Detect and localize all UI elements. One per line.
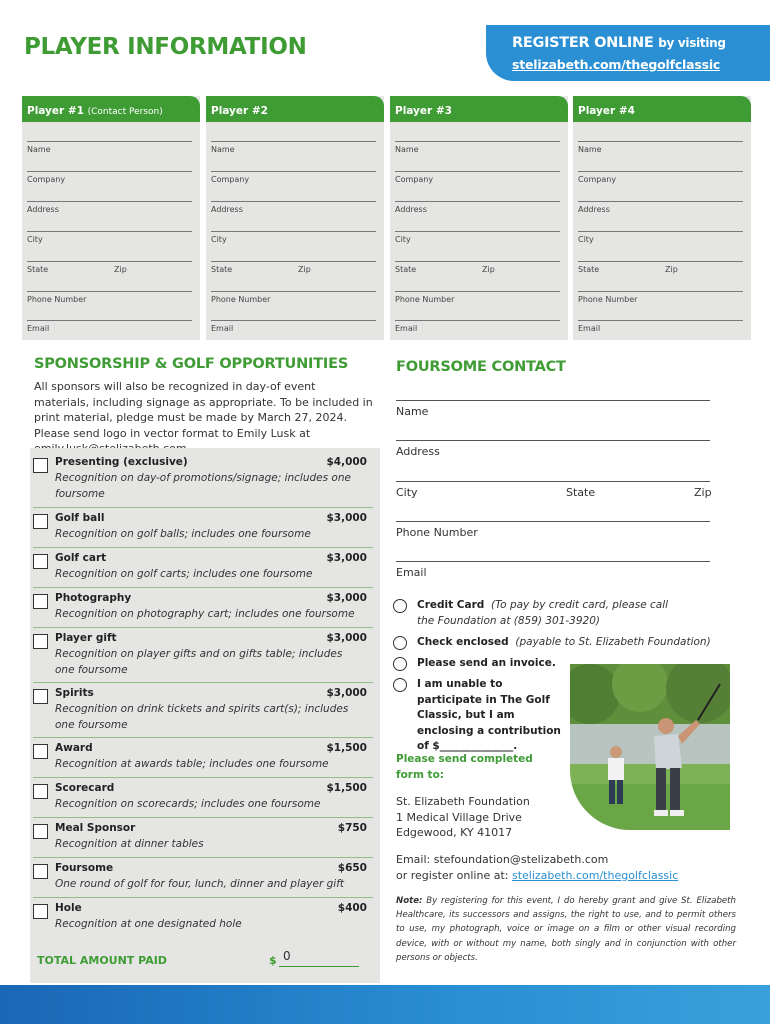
sponsorship-checkbox[interactable]	[33, 784, 48, 799]
sponsorship-price: $3,000	[326, 632, 367, 644]
foursome-contact-title: FOURSOME CONTACT	[396, 359, 566, 375]
player-2-phone-field[interactable]	[211, 291, 376, 304]
field-label: Address	[211, 205, 243, 214]
player-3-phone-field[interactable]	[395, 291, 560, 304]
sponsorship-item	[33, 547, 373, 580]
credit-card-option	[417, 598, 677, 629]
photo-release-note	[396, 894, 736, 965]
foundation-email: Email: stefoundation@stelizabeth.com	[396, 853, 609, 866]
sponsorship-item	[33, 817, 373, 850]
foursome-name-field[interactable]	[396, 400, 710, 401]
note-text: By registering for this event, I do hereby grant and give St. Elizabeth Healthcare, its successors and assigns, the right to use, and to permit others to use, my photograph, voice or image on a film or other visual recording device, with or without my name, both singly and in conjunction with other persons or objects.	[396, 896, 736, 963]
credit-card-note: (To pay by credit card, please call the Foundation at (859) 301-3920)	[417, 599, 669, 627]
player-1-company-field[interactable]	[27, 171, 192, 184]
invoice-label: Please send an invoice.	[417, 657, 556, 669]
field-label-zip: Zip	[665, 265, 678, 274]
player-4-email-field[interactable]	[578, 320, 743, 333]
foursome-zip-label: Zip	[694, 486, 712, 499]
mailing-address	[396, 794, 530, 841]
player-title: Player #3	[395, 105, 452, 117]
field-label: City	[27, 235, 43, 244]
sponsorship-price: $1,500	[326, 782, 367, 794]
sponsorship-item	[33, 627, 373, 676]
sponsorship-name: Award	[55, 742, 93, 754]
sponsorship-description: Recognition at one designated hole	[55, 918, 242, 930]
sponsorship-checkbox[interactable]	[33, 554, 48, 569]
player-2-header	[206, 96, 384, 122]
sponsorship-description: Recognition on golf balls; includes one foursome	[55, 528, 311, 540]
sponsorship-price: $650	[337, 862, 367, 874]
player-4-address-field[interactable]	[578, 201, 743, 214]
field-label: State	[27, 265, 49, 274]
sponsorship-name: Spirits	[55, 687, 94, 699]
sponsorship-name: Presenting (exclusive)	[55, 456, 188, 468]
player-3-header	[390, 96, 568, 122]
player-2-name-field[interactable]	[211, 141, 376, 154]
sponsorship-item	[33, 777, 373, 810]
player-1-state-field[interactable]	[27, 261, 192, 274]
invoice-radio[interactable]	[393, 657, 407, 671]
player-title: Player #2	[211, 105, 268, 117]
field-label: Company	[395, 175, 434, 184]
send-form-prompt: Please send completed form to:	[396, 753, 533, 781]
player-1-column	[22, 96, 200, 340]
player-2-email-field[interactable]	[211, 320, 376, 333]
online-prefix: or register online at:	[396, 868, 509, 882]
field-label: Address	[395, 205, 427, 214]
field-label: Email	[395, 324, 418, 333]
player-2-state-field[interactable]	[211, 261, 376, 274]
sponsorship-checkbox[interactable]	[33, 904, 48, 919]
foursome-city-field[interactable]	[396, 481, 710, 482]
sponsorship-price: $400	[337, 902, 367, 914]
sponsorship-price: $3,000	[326, 592, 367, 604]
sponsorship-description: Recognition on day-of promotions/signage; includes one foursome	[55, 472, 351, 500]
field-label-zip: Zip	[482, 265, 495, 274]
sponsorship-name: Golf ball	[55, 512, 105, 524]
check-enclosed-note: (payable to St. Elizabeth Foundation)	[515, 636, 711, 648]
foursome-phone-field[interactable]	[396, 521, 710, 522]
sponsorship-intro: All sponsors will also be recognized in day-of event materials, including signage as appropriate. To be included in print material, pledge must be made by March 27, 2024. Please send logo in vector format to Emily Lusk at	[34, 380, 373, 440]
sponsorship-description: Recognition on photography cart; includes one foursome	[55, 608, 355, 620]
field-label: Company	[578, 175, 617, 184]
sponsorship-price: $4,000	[326, 456, 367, 468]
player-1-name-field[interactable]	[27, 141, 192, 154]
register-by-visiting: by visiting	[658, 36, 726, 50]
player-4-phone-field[interactable]	[578, 291, 743, 304]
check-enclosed-radio[interactable]	[393, 636, 407, 650]
credit-card-label: Credit Card	[417, 599, 485, 611]
field-label: Phone Number	[395, 295, 455, 304]
sponsorship-checkbox[interactable]	[33, 514, 48, 529]
player-4-name-field[interactable]	[578, 141, 743, 154]
player-4-column	[573, 96, 751, 340]
player-2-company-field[interactable]	[211, 171, 376, 184]
credit-card-radio[interactable]	[393, 599, 407, 613]
player-3-email-field[interactable]	[395, 320, 560, 333]
sponsorship-checkbox[interactable]	[33, 689, 48, 704]
sponsorship-description: Recognition on golf carts; includes one foursome	[55, 568, 313, 580]
golfer-photo	[570, 664, 730, 830]
field-label: Name	[211, 145, 235, 154]
field-label: Phone Number	[27, 295, 87, 304]
mailing-city: Edgewood, KY 41017	[396, 826, 513, 839]
field-label: Name	[395, 145, 419, 154]
footer-bar	[0, 985, 770, 1024]
field-label: Name	[578, 145, 602, 154]
player-2-city-field[interactable]	[211, 231, 376, 244]
foursome-phone-label: Phone Number	[396, 526, 478, 539]
sponsorship-price: $1,500	[326, 742, 367, 754]
foursome-email-label: Email	[396, 566, 427, 579]
player-1-phone-field[interactable]	[27, 291, 192, 304]
sponsorship-checkbox[interactable]	[33, 594, 48, 609]
mailing-org: St. Elizabeth Foundation	[396, 795, 530, 808]
online-register-link[interactable]: stelizabeth.com/thegolfclassic	[511, 868, 679, 882]
golfer-photo-image	[570, 664, 730, 830]
foursome-state-label: State	[566, 486, 596, 499]
sponsorship-description: Recognition on drink tickets and spirits cart(s); includes one foursome	[55, 703, 349, 731]
sponsorship-price: $3,000	[326, 512, 367, 524]
contact-email-block	[396, 852, 678, 883]
total-amount-label: TOTAL AMOUNT PAID	[37, 954, 167, 967]
sponsorship-item	[33, 897, 373, 930]
sponsorship-name: Player gift	[55, 632, 117, 644]
field-label: Email	[578, 324, 601, 333]
sponsorship-item	[33, 857, 373, 890]
field-label: State	[211, 265, 233, 274]
sponsorship-checkbox[interactable]	[33, 864, 48, 879]
check-enclosed-option	[417, 635, 737, 651]
player-2-column	[206, 96, 384, 340]
sponsorship-name: Scorecard	[55, 782, 115, 794]
sponsorship-item	[33, 737, 373, 770]
field-label: Address	[27, 205, 59, 214]
sponsorship-name: Golf cart	[55, 552, 107, 564]
sponsorship-checkbox[interactable]	[33, 458, 48, 473]
invoice-option	[417, 656, 556, 672]
sponsorship-description: Recognition on scorecards; includes one foursome	[55, 798, 321, 810]
foursome-address-field[interactable]	[396, 440, 710, 441]
register-link[interactable]: stelizabeth.com/thegolfclassic	[512, 57, 721, 72]
player-title: Player #4	[578, 105, 635, 117]
sponsorship-checkbox[interactable]	[33, 744, 48, 759]
player-1-email-field[interactable]	[27, 320, 192, 333]
total-amount-value: 0	[283, 949, 291, 963]
sponsorship-item	[33, 507, 373, 540]
field-label: Phone Number	[211, 295, 271, 304]
player-1-city-field[interactable]	[27, 231, 192, 244]
player-1-address-field[interactable]	[27, 201, 192, 214]
field-label: Company	[27, 175, 66, 184]
player-subtitle: (Contact Person)	[87, 107, 163, 117]
sponsorship-item	[33, 587, 373, 620]
check-enclosed-label: Check enclosed	[417, 636, 509, 648]
field-label: Email	[211, 324, 234, 333]
field-label: Name	[27, 145, 51, 154]
sponsorship-name: Meal Sponsor	[55, 822, 136, 834]
field-label: City	[211, 235, 227, 244]
sponsorship-description: One round of golf for four, lunch, dinner and player gift	[55, 878, 345, 890]
player-3-city-field[interactable]	[395, 231, 560, 244]
foursome-name-label: Name	[396, 405, 429, 418]
foursome-email-field[interactable]	[396, 561, 710, 562]
sponsorship-description: Recognition at dinner tables	[55, 838, 204, 850]
register-online-banner	[486, 25, 770, 81]
field-label: Phone Number	[578, 295, 638, 304]
note-label: Note:	[396, 896, 423, 906]
field-label-zip: Zip	[114, 265, 127, 274]
sponsorship-name: Photography	[55, 592, 132, 604]
sponsorship-item	[33, 682, 373, 731]
sponsorship-price: $3,000	[326, 552, 367, 564]
page-title: PLAYER INFORMATION	[24, 34, 307, 60]
unable-to-participate-label: I am unable to participate in The Golf Classic, but I am enclosing a contribution of $______________.	[417, 678, 561, 752]
field-label: City	[395, 235, 411, 244]
mailing-street: 1 Medical Village Drive	[396, 810, 522, 824]
sponsorship-name: Foursome	[55, 862, 114, 874]
sponsorship-checkbox[interactable]	[33, 824, 48, 839]
player-4-city-field[interactable]	[578, 231, 743, 244]
register-online-heading: REGISTER ONLINE	[512, 35, 654, 51]
total-amount-field[interactable]	[279, 966, 359, 967]
foursome-city-label: City	[396, 486, 418, 499]
field-label: Company	[211, 175, 250, 184]
sponsorship-checkbox[interactable]	[33, 634, 48, 649]
player-3-column	[390, 96, 568, 340]
sponsorship-title: SPONSORSHIP & GOLF OPPORTUNITIES	[34, 356, 349, 372]
player-3-state-field[interactable]	[395, 261, 560, 274]
player-title: Player #1	[27, 105, 84, 117]
field-label: City	[578, 235, 594, 244]
player-4-company-field[interactable]	[578, 171, 743, 184]
sponsorship-price: $3,000	[326, 687, 367, 699]
field-label-zip: Zip	[298, 265, 311, 274]
field-label: State	[578, 265, 600, 274]
player-3-company-field[interactable]	[395, 171, 560, 184]
player-1-header	[22, 96, 200, 122]
field-label: Email	[27, 324, 50, 333]
foursome-address-label: Address	[396, 445, 440, 458]
sponsorship-description: Recognition at awards table; includes one foursome	[55, 758, 329, 770]
sponsorship-list	[30, 448, 380, 983]
player-2-address-field[interactable]	[211, 201, 376, 214]
sponsorship-description: Recognition on player gifts and on gifts table; includes one foursome	[55, 648, 343, 676]
field-label: State	[395, 265, 417, 274]
unable-to-participate-radio[interactable]	[393, 678, 407, 692]
field-label: Address	[578, 205, 610, 214]
sponsorship-name: Hole	[55, 902, 82, 914]
total-currency: $	[269, 954, 277, 967]
player-4-header	[573, 96, 751, 122]
sponsorship-price: $750	[337, 822, 367, 834]
player-4-state-field[interactable]	[578, 261, 743, 274]
player-3-address-field[interactable]	[395, 201, 560, 214]
player-3-name-field[interactable]	[395, 141, 560, 154]
